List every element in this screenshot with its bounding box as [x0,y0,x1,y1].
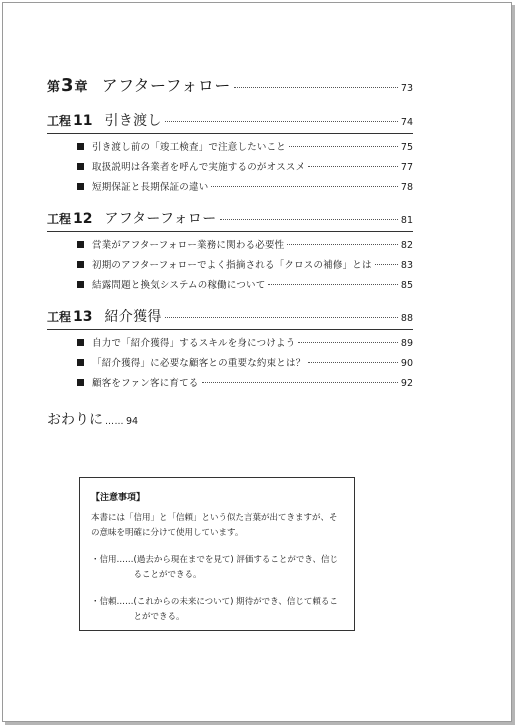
dot-leader [234,87,398,88]
toc-item-page: 75 [400,142,413,153]
toc-item [77,375,413,395]
chapter-title: アフターフォロー [101,76,231,95]
dot-leader [287,244,398,245]
section-heading [47,110,413,134]
section-page: 81 [400,215,413,226]
section-heading [47,306,413,330]
chapter-heading [47,73,413,105]
chapter-prefix: 第 [47,80,61,95]
chapter-page: 73 [400,83,413,94]
notice-body: 本書には「信用」と「信頼」という似た言葉が出てきますが、その意味を明確に分けて使用しています。 [91,513,338,538]
toc-item-page: 83 [400,260,413,271]
square-bullet-icon [77,163,84,170]
section-number: 11 [73,113,93,129]
toc-item [77,237,413,257]
toc-item-text: 初期のアフターフォローでよく指摘される「クロスの補修」とは [92,260,372,271]
toc-item-text: 「紹介獲得」に必要な顧客との重要な約束とは？ [92,358,306,369]
toc-item-text: 営業がアフターフォロー業務に関わる必要性 [92,240,285,251]
section-heading [47,208,413,232]
toc-item-text: 結露問題と換気システムの稼働について [92,280,266,291]
toc-item [77,159,413,179]
square-bullet-icon [77,183,84,190]
closing-dots: …… [105,417,124,427]
section-title: 紹介獲得 [104,309,162,325]
toc-item-page: 82 [400,240,413,251]
dot-leader [220,219,398,220]
dot-leader [165,121,398,122]
chapter-suffix: 章 [74,80,88,95]
toc-item-text: 顧客をファン客に育てる [92,378,199,389]
section-items [47,134,413,203]
section-items [47,330,413,399]
book-page [2,2,512,722]
definition-text: (これからの未来について) 期待ができ、信じて頼ることができる。 [133,597,338,622]
notice-heading: 【注意事項】 [91,493,146,503]
section-prefix: 工程 [47,212,72,226]
dot-leader [308,166,398,167]
dot-leader [308,362,398,363]
toc-item [77,335,413,355]
toc-item-page: 89 [400,338,413,349]
toc-item [77,355,413,375]
dot-leader [211,186,398,187]
square-bullet-icon [77,359,84,366]
section-number: 13 [73,309,93,325]
toc-item-page: 92 [400,378,413,389]
definition-term: ・信頼…… [91,597,134,607]
chapter-number: 3 [61,75,74,96]
section-page: 74 [400,117,413,128]
square-bullet-icon [77,143,84,150]
toc-item-page: 77 [400,162,413,173]
definition-text: (過去から現在までを見て) 評価することができ、信じることができる。 [133,555,339,580]
toc-item [77,277,413,297]
section-page: 88 [400,313,413,324]
square-bullet-icon [77,339,84,346]
closing-page: 94 [126,416,139,427]
dot-leader [298,342,397,343]
section-title: アフターフォロー [104,211,217,227]
closing-entry [47,409,413,429]
dot-leader [202,382,398,383]
dot-leader [165,317,398,318]
toc-item [77,257,413,277]
section-title: 引き渡し [104,113,162,129]
section-number: 12 [73,211,93,227]
toc-item-page: 90 [400,358,413,369]
square-bullet-icon [77,261,84,268]
section-prefix: 工程 [47,114,72,128]
square-bullet-icon [77,379,84,386]
toc-item-text: 引き渡し前の「竣工検査」で注意したいこと [92,142,287,153]
closing-title: おわりに [47,412,103,428]
definition-item [91,553,342,583]
toc-item [77,179,413,199]
toc-item-page: 78 [400,182,413,193]
square-bullet-icon [77,281,84,288]
section-items [47,232,413,301]
toc-item [77,139,413,159]
toc-item-page: 85 [400,280,413,291]
notice-box [79,477,355,631]
toc-item-text: 短期保証と長期保証の違い [92,182,209,193]
definition-item [91,595,342,625]
dot-leader [289,146,398,147]
toc-item-text: 自力で「紹介獲得」するスキルを身につけよう [92,338,296,349]
table-of-contents [47,73,413,429]
section-prefix: 工程 [47,310,72,324]
dot-leader [268,284,397,285]
toc-item-text: 取扱説明は各業者を呼んで実施するのがオススメ [92,162,306,173]
dot-leader [375,264,398,265]
square-bullet-icon [77,241,84,248]
definition-term: ・信用…… [91,555,134,565]
